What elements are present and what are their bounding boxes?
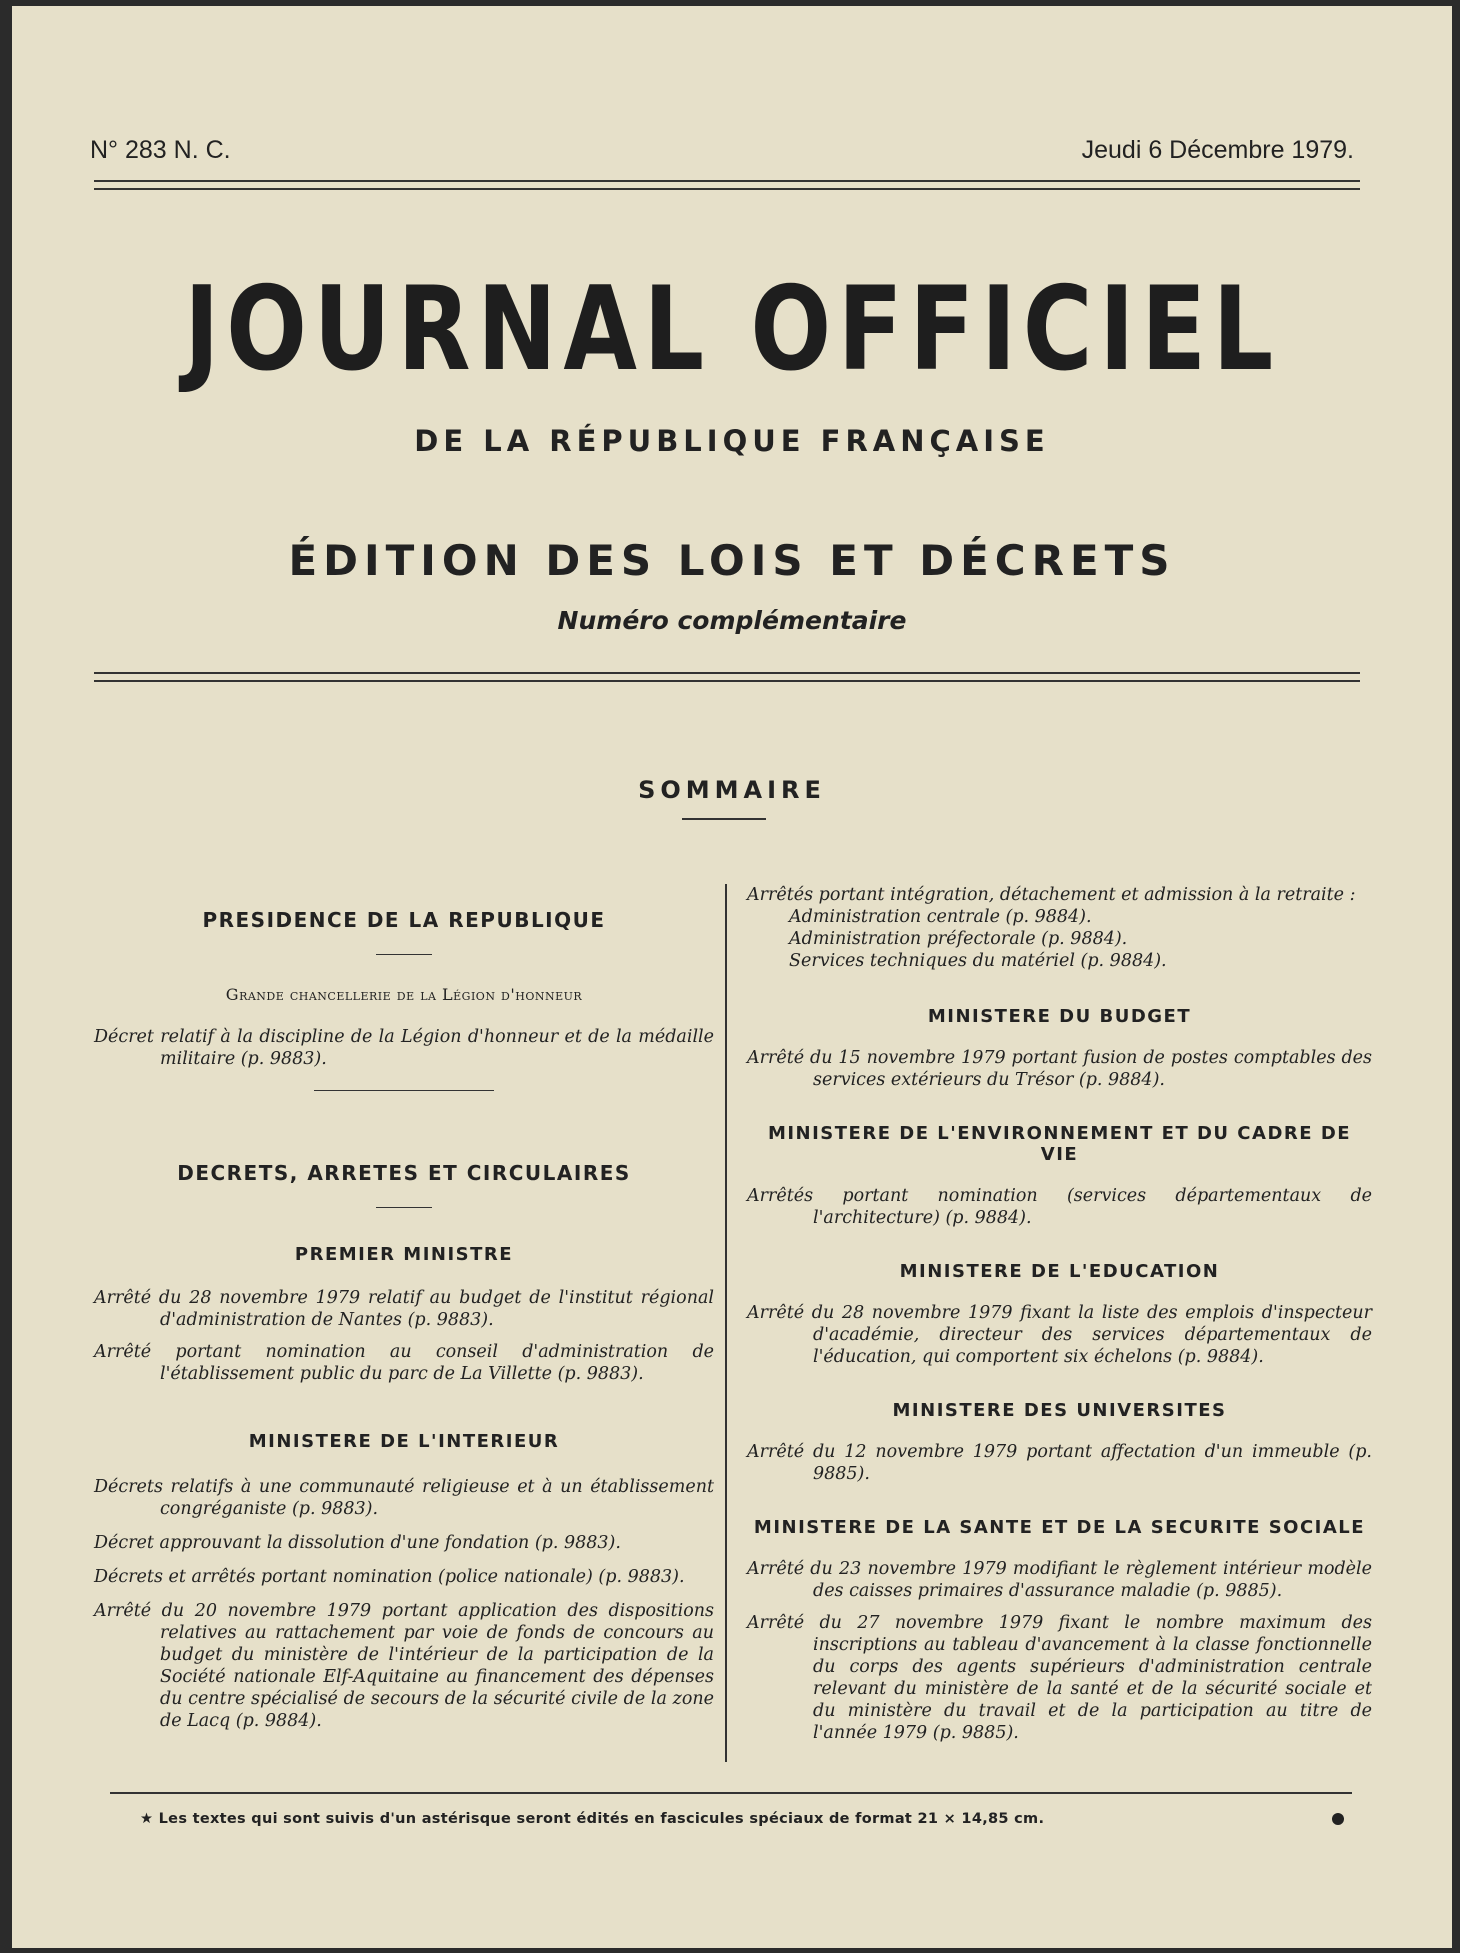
bullet-dot-icon — [1332, 1813, 1344, 1825]
left-column — [94, 884, 714, 1732]
list-item: Décret relatif à la discipline de la Légion d'honneur et de la médaille militaire (p. 9883). — [94, 1027, 714, 1069]
list-item: Arrêté du 23 novembre 1979 modifiant le règlement intérieur modèle des caisses primaires d'assurance maladie (p. 9885). — [747, 1559, 1372, 1601]
footnote-text: ★ Les textes qui sont suivis d'un astérisque seront édités en fascicules spéciaux de format 21 × 14,85 cm. — [140, 1811, 1045, 1827]
list-subitem: Administration préfectorale (p. 9884). — [789, 929, 1128, 949]
masthead-subtitle: DE LA RÉPUBLIQUE FRANÇAISE — [414, 424, 1050, 458]
list-item: Décrets et arrêtés portant nomination (police nationale) (p. 9883). — [94, 1567, 685, 1587]
list-item: Arrêté du 12 novembre 1979 portant affectation d'un immeuble (p. 9885). — [747, 1442, 1372, 1484]
section-heading-presidence: PRESIDENCE DE LA REPUBLIQUE — [202, 908, 606, 932]
list-item: Arrêté du 28 novembre 1979 relatif au budget de l'institut régional d'administration de Nantes (p. 9883). — [94, 1288, 714, 1330]
list-item: Arrêté du 28 novembre 1979 fixant la liste des emplois d'inspecteur d'académie, directeur des services départementaux de l'éducation, qui comportent six échelons (p. 9884). — [747, 1303, 1372, 1367]
section-heading-premier-ministre: PREMIER MINISTRE — [294, 1244, 514, 1265]
section-heading-decrets: DECRETS, ARRETES ET CIRCULAIRES — [177, 1161, 631, 1185]
edition-title: ÉDITION DES LOIS ET DÉCRETS — [288, 536, 1176, 585]
column-divider — [725, 884, 727, 1762]
issue-number: N° 283 N. C. — [90, 136, 231, 164]
edition-subtitle: Numéro complémentaire — [557, 606, 907, 635]
header-rule — [94, 180, 1360, 190]
sommaire-heading: SOMMAIRE — [638, 776, 826, 804]
masthead-title: JOURNAL OFFICIEL — [184, 262, 1280, 397]
header-row — [90, 136, 1354, 165]
list-item: Arrêtés portant nomination (services départementaux de l'architecture) (p. 9884). — [747, 1186, 1372, 1228]
masthead-rule — [94, 672, 1360, 682]
list-item: Arrêté portant nomination au conseil d'administration de l'établissement public du parc de La Villette (p. 9883). — [94, 1342, 714, 1384]
section-heading-interieur: MINISTERE DE L'INTERIEUR — [248, 1431, 560, 1452]
section-heading-education: MINISTERE DE L'EDUCATION — [899, 1261, 1220, 1282]
subsection-heading-chancellerie: Grande chancellerie de la Légion d'honneur — [225, 985, 583, 1004]
list-item: Arrêtés portant intégration, détachement et admission à la retraite : — [747, 885, 1356, 905]
list-item: Arrêté du 20 novembre 1979 portant application des dispositions relatives au rattachement par voie de fonds de concours au budget du ministère de l'intérieur de la participation de la Société nationale Elf-Aquitaine au financement des dépenses du centre spécialisé de secours de la sécurité civile de la zone de Lacq (p. 9884). — [94, 1601, 714, 1731]
sommaire-rule — [682, 818, 766, 820]
section-heading-environnement: MINISTERE DE L'ENVIRONNEMENT ET DU CADRE DE VIE — [767, 1123, 1352, 1165]
section-heading-sante: MINISTERE DE LA SANTE ET DE LA SECURITE SOCIALE — [753, 1517, 1366, 1538]
section-heading-universites: MINISTERE DES UNIVERSITES — [892, 1400, 1227, 1421]
footer-rule — [110, 1792, 1352, 1794]
list-item: Arrêté du 15 novembre 1979 portant fusion de postes comptables des services extérieurs du Trésor (p. 9884). — [747, 1048, 1372, 1090]
list-item: Décrets relatifs à une communauté religieuse et à un établissement congréganiste (p. 9883). — [94, 1477, 714, 1519]
list-subitem: Services techniques du matériel (p. 9884). — [789, 951, 1167, 971]
footer-note — [140, 1811, 1352, 1827]
right-column — [747, 884, 1372, 1744]
list-subitem: Administration centrale (p. 9884). — [789, 907, 1092, 927]
issue-date: Jeudi 6 Décembre 1979. — [1081, 136, 1354, 164]
section-heading-budget: MINISTERE DU BUDGET — [927, 1006, 1192, 1027]
journal-page — [12, 6, 1452, 1948]
list-item: Arrêté du 27 novembre 1979 fixant le nombre maximum des inscriptions au tableau d'avancement à la classe fonctionnelle du corps des agents supérieurs d'administration centrale relevant du ministère de la santé et de la sécurité sociale et du ministère du travail et de la participation au titre de l'année 1979 (p. 9885). — [747, 1613, 1372, 1743]
list-item: Décret approuvant la dissolution d'une fondation (p. 9883). — [94, 1533, 621, 1553]
